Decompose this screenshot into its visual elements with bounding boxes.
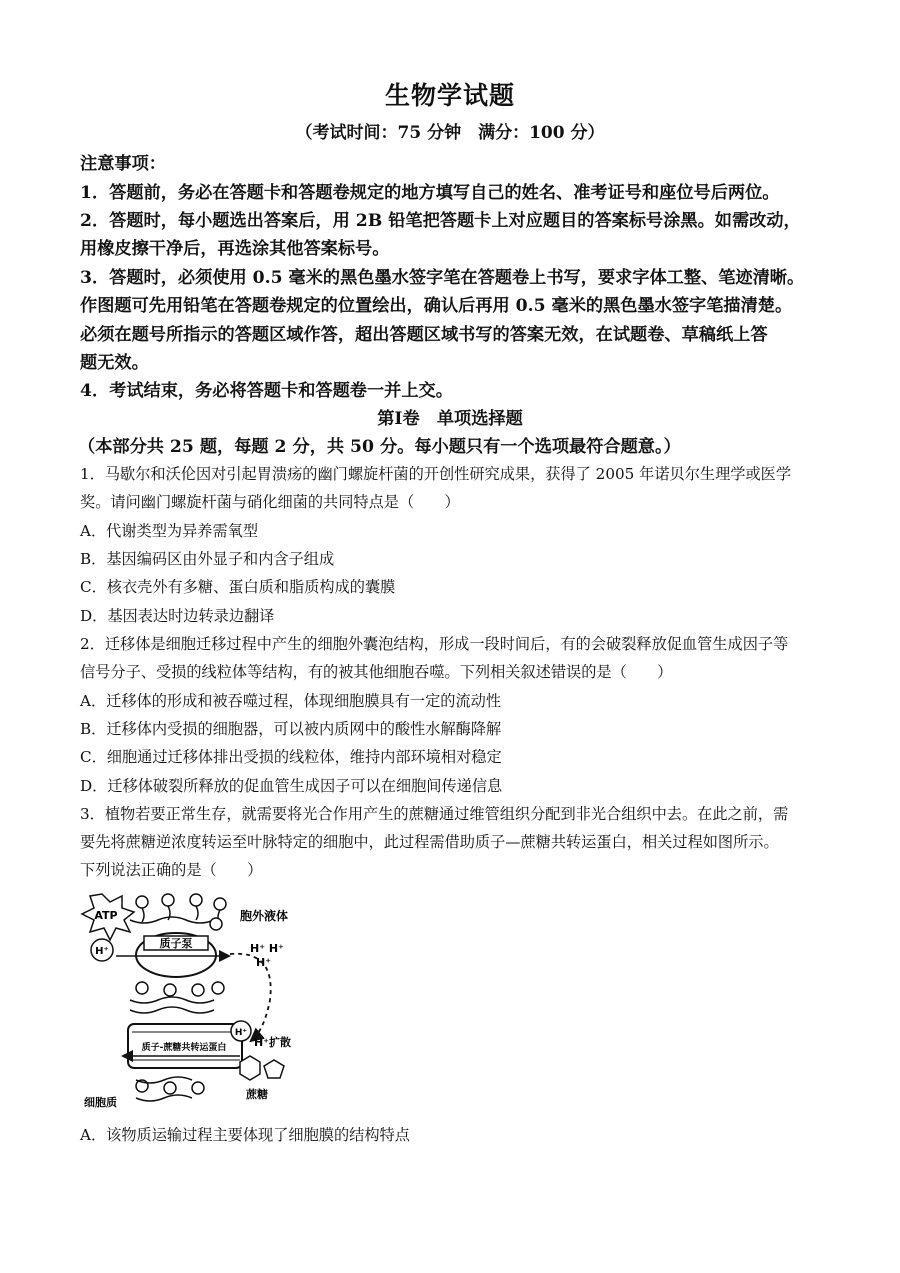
sucrose-hexagon-icon — [240, 1056, 260, 1080]
page-title: 生物学试题 — [384, 81, 515, 110]
question-1-stem: 奖。请问幽门螺旋杆菌与硝化细菌的共同特点是（ ） — [80, 493, 460, 511]
question-2-stem: 2．迁移体是细胞迁移过程中产生的细胞外囊泡结构，形成一段时间后，有的会破裂释放促血管生成因子等 — [80, 635, 789, 653]
question-1-option-b: B．基因编码区由外显子和内含子组成 — [80, 550, 335, 568]
lipid-bilayer-bottom-icon — [136, 1077, 204, 1101]
h-cluster-label: H⁺ H⁺ — [250, 942, 284, 955]
proton-pump-label: 质子泵 — [159, 937, 193, 950]
notice-line: 1．答题前，务必在答题卡和答题卷规定的地方填写自己的姓名、准考证号和座位号后两位。 — [80, 183, 780, 203]
h-cluster-label: H⁺ — [256, 956, 272, 969]
notice-line: 作图题可先用铅笔在答题卷规定的位置绘出，确认后再用 0.5 毫米的黑色墨水签字笔描清楚。 — [80, 296, 793, 316]
question-2-stem: 信号分子、受损的线粒体等结构，有的被其他细胞吞噬。下列相关叙述错误的是（ ） — [80, 663, 673, 681]
sucrose-label: 蔗糖 — [246, 1088, 268, 1101]
question-1-option-a: A．代谢类型为异养需氧型 — [80, 522, 259, 540]
question-2-option-c: C．细胞通过迁移体排出受损的线粒体，维持内部环境相对稳定 — [80, 748, 502, 766]
outside-fluid-label: 胞外液体 — [240, 909, 289, 923]
notice-heading: 注意事项： — [80, 154, 166, 174]
notice-line: 用橡皮擦干净后，再选涂其他答案标号。 — [80, 239, 390, 259]
question-2-option-b: B．迁移体内受损的细胞器，可以被内质网中的酸性水解酶降解 — [80, 720, 502, 738]
section-note: （本部分共 25 题，每题 2 分，共 50 分。每小题只有一个选项最符合题意。） — [78, 437, 681, 457]
notice-line: 必须在题号所指示的答题区域作答，超出答题区域书写的答案无效，在试题卷、草稿纸上答 — [80, 325, 768, 345]
question-3-option-a: A．该物质运输过程主要体现了细胞膜的结构特点 — [80, 1126, 410, 1144]
cotransport-diagram — [80, 890, 320, 1115]
question-1-option-c: C．核衣壳外有多糖、蛋白质和脂质构成的囊膜 — [80, 578, 396, 596]
cytoplasm-label: 细胞质 — [84, 1096, 117, 1109]
question-2-option-a: A．迁移体的形成和被吞噬过程，体现细胞膜具有一定的流动性 — [80, 692, 502, 710]
notice-line: 4．考试结束，务必将答题卡和答题卷一并上交。 — [80, 381, 453, 401]
atp-label: ATP — [94, 909, 118, 922]
question-3-stem: 3．植物若要正常生存，就需要将光合作用产生的蔗糖通过维管组织分配到非光合组织中去。在此之前，需 — [80, 805, 789, 823]
question-3-stem: 要先将蔗糖逆浓度转运至叶脉特定的细胞中，此过程需借助质子—蔗糖共转运蛋白，相关过程如图所示。 — [80, 833, 779, 851]
question-2-option-d: D．迁移体破裂所释放的促血管生成因子可以在细胞间传递信息 — [80, 777, 503, 795]
question-3-stem: 下列说法正确的是（ ） — [80, 861, 263, 879]
question-1-stem: 1．马歇尔和沃伦因对引起胃溃疡的幽门螺旋杆菌的开创性研究成果，获得了 2005 年诺贝尔生理学或医学 — [80, 465, 792, 483]
exam-time-info: （考试时间：75 分钟 满分：100 分） — [295, 123, 605, 143]
section-title: 第Ⅰ卷 单项选择题 — [377, 409, 523, 429]
question-1-option-d: D．基因表达时边转录边翻译 — [80, 607, 275, 625]
notice-line: 3．答题时，必须使用 0.5 毫米的黑色墨水签字笔在答题卷上书写，要求字体工整、笔迹清晰。 — [80, 268, 805, 288]
h-ion-label: H⁺ — [234, 1028, 248, 1038]
lipid-bilayer-middle-icon — [130, 982, 224, 1013]
cotransporter-label: 质子-蔗糖共转运蛋白 — [141, 1043, 227, 1053]
sucrose-pentagon-icon — [264, 1060, 284, 1078]
cotransport-diagram-svg — [80, 890, 320, 1115]
h-diffusion-label: H⁺扩散 — [254, 1036, 292, 1049]
notice-line: 题无效。 — [80, 353, 149, 373]
notice-line: 2．答题时，每小题选出答案后，用 2B 铅笔把答题卡上对应题目的答案标号涂黑。如需改动， — [80, 211, 801, 231]
lipid-bilayer-top-icon — [130, 894, 226, 930]
h-ion-label: H⁺ — [95, 946, 109, 957]
